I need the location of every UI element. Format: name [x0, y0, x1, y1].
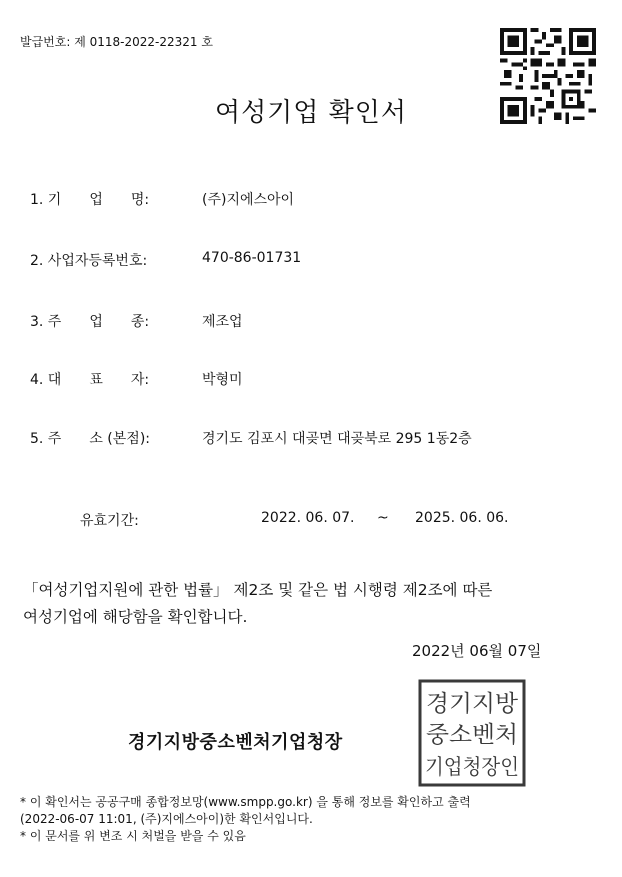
validity-from: 2022. 06. 07.	[261, 510, 355, 526]
validity-separator: ~	[377, 510, 389, 526]
statement-line: 「여성기업지원에 관한 법률」 제2조 및 같은 법 시행령 제2조에 따른	[23, 581, 493, 599]
seal-text-line: 경기지방	[426, 691, 519, 717]
note-line: * 이 문서를 위 변조 시 처벌을 받을 수 있음	[20, 829, 246, 843]
note-line: * 이 확인서는 공공구매 종합정보망(www.smpp.go.kr) 을 통해 정보를 확인하고 출력	[20, 795, 471, 809]
issue-number: 발급번호: 제 0118-2022-22321 호	[20, 35, 213, 49]
statement-line: 여성기업에 해당함을 확인합니다.	[23, 608, 248, 626]
validity-label: 유효기간:	[80, 513, 139, 529]
document-title: 여성기업 확인서	[214, 98, 408, 128]
field-label: 2. 사업자등록번호:	[30, 253, 148, 269]
confirmation-statement	[23, 577, 492, 631]
field-label: 1. 기 업 명:	[30, 192, 150, 208]
field-value: 경기도 김포시 대곶면 대곶북로 295 1동2층	[202, 431, 472, 447]
issue-date: 2022년 06월 07일	[412, 642, 542, 660]
seal-text-line: 중소벤처	[426, 722, 518, 748]
field-label: 4. 대 표 자:	[30, 372, 150, 388]
field-value: 제조업	[202, 314, 243, 330]
field-label: 5. 주 소 (본점):	[30, 431, 150, 447]
footer-notes	[20, 794, 471, 845]
seal-text-line: 기업청장인	[425, 755, 519, 779]
field-label: 3. 주 업 종:	[30, 314, 150, 330]
validity-to: 2025. 06. 06.	[415, 510, 509, 526]
issuer-name: 경기지방중소벤처기업청장	[128, 732, 343, 753]
field-value: 470-86-01731	[202, 250, 302, 266]
note-line: (2022-06-07 11:01, (주)지에스아이)한 확인서입니다.	[20, 812, 313, 826]
field-value: (주)지에스아이	[202, 192, 295, 208]
official-seal	[416, 678, 528, 788]
field-value: 박형미	[202, 372, 243, 388]
